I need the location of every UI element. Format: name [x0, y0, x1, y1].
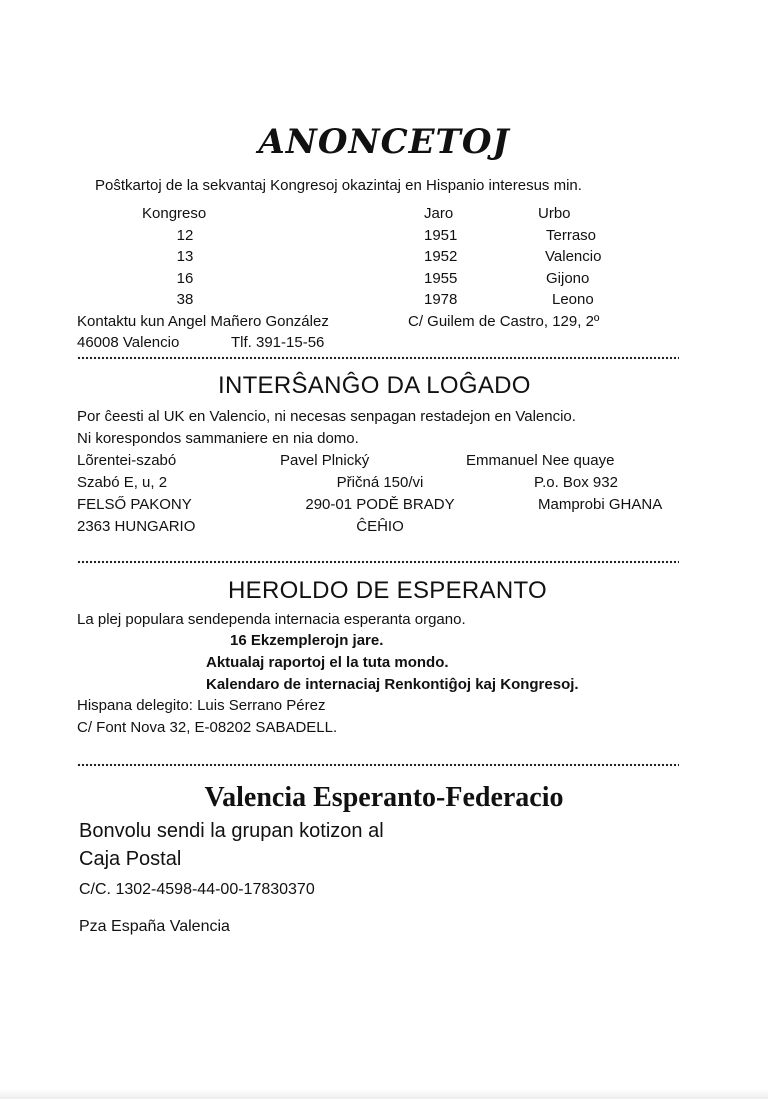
col-header-year: Jaro — [424, 205, 454, 222]
herold-feature: Aktualaj raportoj el la tuta mondo. — [206, 654, 449, 671]
congress-city: Terraso — [546, 227, 597, 244]
announcements-title: ANONCETOJ — [258, 122, 510, 162]
scan-edge — [0, 1089, 768, 1099]
congress-number: 12 — [176, 227, 194, 244]
exchange-line: Ni korespondos sammaniere en nia domo. — [77, 430, 359, 447]
contact-2-country: ĈEĤIO — [356, 518, 404, 535]
contact-3-street: P.o. Box 932 — [534, 474, 618, 491]
congress-number: 13 — [176, 248, 194, 265]
exchange-title: INTERŜANĜO DA LOĜADO — [218, 372, 531, 399]
contact-2-name: Pavel Plnický — [280, 452, 370, 469]
contact-2-street: Přičná 150/vi — [336, 474, 424, 491]
contact-1-name: Lõrentei-szabó — [77, 452, 177, 469]
contact-phone: Tlf. 391-15-56 — [231, 334, 325, 351]
contact-1-street: Szabó E, u, 2 — [77, 474, 168, 491]
dotted-divider — [77, 560, 679, 564]
herold-title: HEROLDO DE ESPERANTO — [228, 577, 547, 604]
contact-3-city: Mamprobi GHANA — [538, 496, 663, 513]
announcements-intro: Poŝtkartoj de la sekvantaj Kongresoj okazintaj en Hispanio interesus min. — [95, 177, 582, 194]
exchange-line: Por ĉeesti al UK en Valencio, ni necesas senpagan restadejon en Valencio. — [77, 408, 576, 425]
congress-number: 38 — [176, 291, 194, 308]
contact-city: 46008 Valencio — [77, 334, 180, 351]
congress-number: 16 — [176, 270, 194, 287]
congress-city: Gijono — [546, 270, 590, 287]
col-header-congress: Kongreso — [142, 205, 207, 222]
congress-year: 1952 — [424, 248, 458, 265]
dotted-divider — [77, 763, 679, 767]
congress-year: 1978 — [424, 291, 458, 308]
federation-line: Caja Postal — [79, 848, 182, 870]
herold-feature: 16 Ekzemplerojn jare. — [230, 632, 384, 649]
contact-1-city: FELSŐ PAKONY — [77, 496, 192, 513]
herold-delegate: Hispana delegito: Luis Serrano Pérez — [77, 697, 326, 714]
contact-street: C/ Guilem de Castro, 129, 2º — [408, 313, 600, 330]
contact-3-name: Emmanuel Nee quaye — [466, 452, 615, 469]
contact-2-city: 290-01 PODĚ BRADY — [305, 496, 455, 513]
congress-city: Leono — [552, 291, 594, 308]
herold-address: C/ Font Nova 32, E-08202 SABADELL. — [77, 719, 338, 736]
federation-place: Pza España Valencia — [79, 918, 230, 935]
herold-feature: Kalendaro de internaciaj Renkontiĝoj kaj Kongresoj. — [206, 676, 579, 693]
col-header-city: Urbo — [538, 205, 571, 222]
congress-city: Valencio — [545, 248, 602, 265]
federation-account: C/C. 1302-4598-44-00-17830370 — [79, 881, 315, 898]
herold-description: La plej populara sendependa internacia esperanta organo. — [77, 611, 466, 628]
contact-1-country: 2363 HUNGARIO — [77, 518, 196, 535]
federation-title: Valencia Esperanto-Federacio — [204, 782, 564, 813]
dotted-divider — [77, 356, 679, 360]
congress-year: 1951 — [424, 227, 458, 244]
congress-year: 1955 — [424, 270, 458, 287]
federation-line: Bonvolu sendi la grupan kotizon al — [79, 820, 384, 842]
contact-name: Kontaktu kun Angel Mañero González — [77, 313, 329, 330]
